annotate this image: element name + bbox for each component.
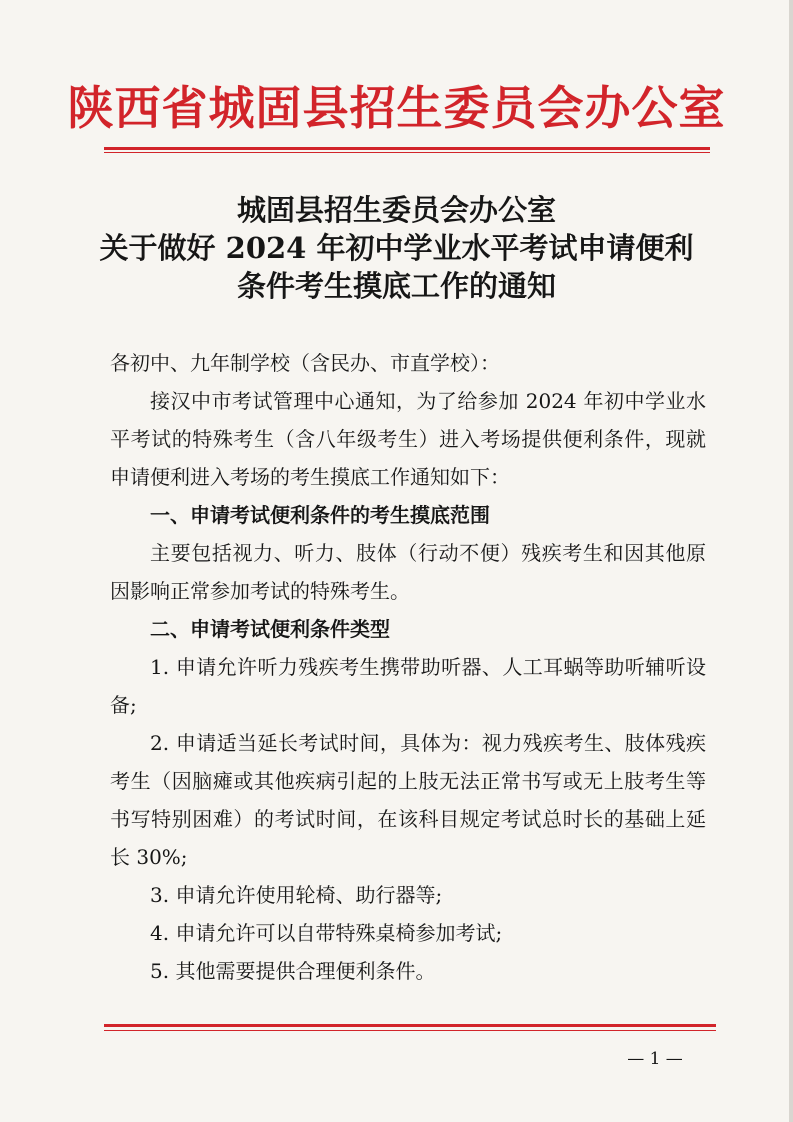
page-number: — 1 — bbox=[627, 1049, 683, 1069]
section-paragraph: 主要包括视力、听力、肢体（行动不便）残疾考生和因其他原因影响正常参加考试的特殊考生。 bbox=[110, 541, 706, 603]
footer-red-rule-thin bbox=[104, 1030, 716, 1031]
issuing-authority-header: 陕西省城固县招生委员会办公室 bbox=[67, 81, 726, 135]
scan-edge bbox=[789, 0, 793, 1122]
header-red-rule-thin bbox=[104, 152, 710, 153]
salutation: 各初中、九年制学校（含民办、市直学校）： bbox=[110, 351, 500, 375]
footer-red-rule bbox=[104, 1024, 716, 1027]
notice-title-line: 城固县招生委员会办公室 bbox=[236, 193, 556, 227]
section-heading: 二、申请考试便利条件类型 bbox=[150, 617, 390, 641]
list-item: 5. 其他需要提供合理便利条件。 bbox=[150, 959, 436, 983]
notice-title-line: 关于做好 2024 年初中学业水平考试申请便利 bbox=[99, 231, 694, 265]
list-item: 4. 申请允许可以自带特殊桌椅参加考试; bbox=[150, 921, 503, 945]
list-item: 2. 申请适当延长考试时间，具体为：视力残疾考生、肢体残疾考生（因脑瘫或其他疾病引起的上肢无法正常书写或无上肢考生等书写特别困难）的考试时间，在该科目规定考试总时长的基础上延长 30%; bbox=[110, 731, 706, 869]
list-item: 3. 申请允许使用轮椅、助行器等; bbox=[150, 883, 443, 907]
list-item: 1. 申请允许听力残疾考生携带助听器、人工耳蜗等助听辅听设备; bbox=[110, 655, 706, 717]
header-red-rule bbox=[104, 147, 710, 150]
notice-title-line: 条件考生摸底工作的通知 bbox=[236, 269, 556, 303]
notice-body bbox=[110, 344, 706, 990]
section-heading: 一、申请考试便利条件的考生摸底范围 bbox=[150, 503, 490, 527]
intro-paragraph: 接汉中市考试管理中心通知，为了给参加 2024 年初中学业水平考试的特殊考生（含八年级考生）进入考场提供便利条件，现就申请便利进入考场的考生摸底工作通知如下： bbox=[110, 389, 706, 489]
notice-title bbox=[0, 191, 793, 305]
